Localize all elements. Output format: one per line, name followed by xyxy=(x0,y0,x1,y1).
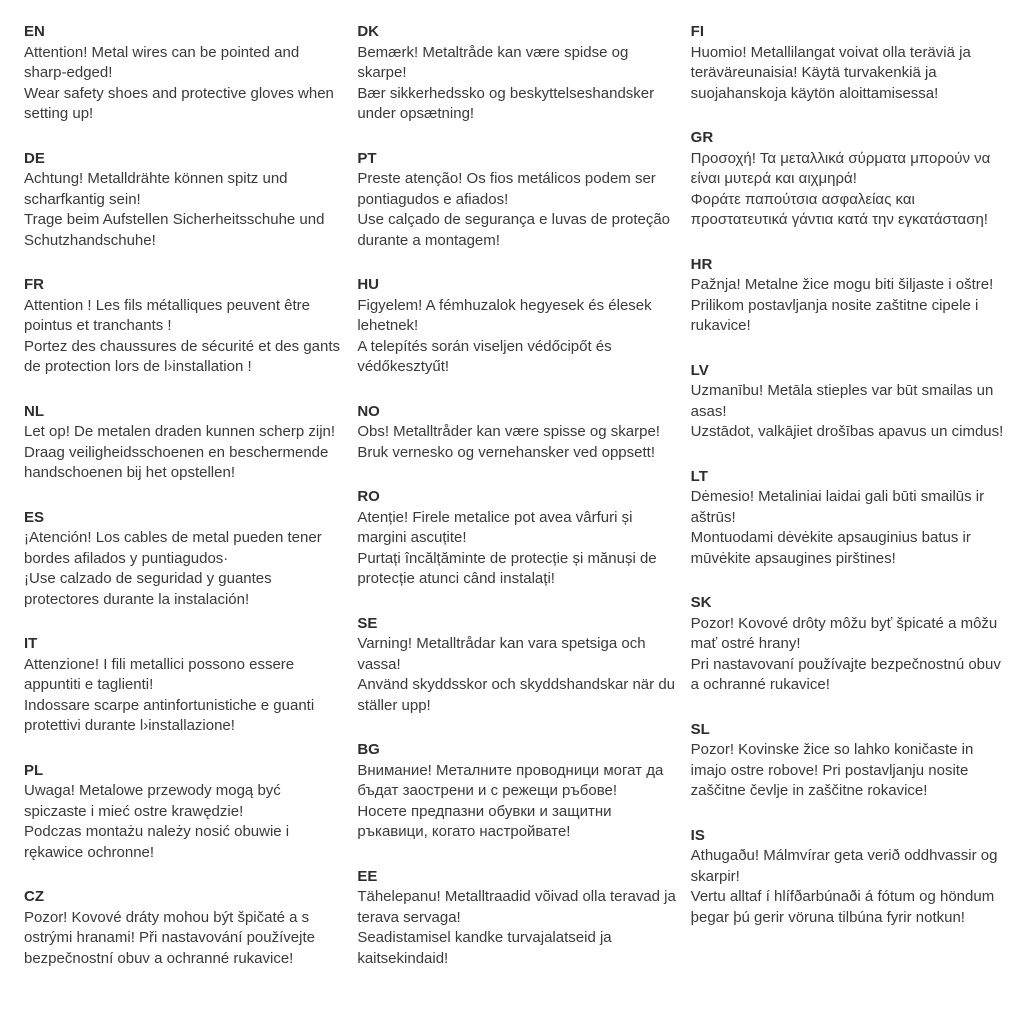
warning-text: Pažnja! Metalne žice mogu biti šiljaste i oštre! xyxy=(690,276,994,293)
language-code: HR xyxy=(690,255,713,273)
column-2 xyxy=(357,22,678,993)
warning-text: Indossare scarpe antinfortunistiche e guanti protettivi durante l›installazione! xyxy=(24,696,315,734)
language-code: SL xyxy=(690,720,710,738)
language-block-dk xyxy=(357,22,678,125)
language-code: IS xyxy=(690,826,705,844)
warning-text: Wear safety shoes and protective gloves when setting up! xyxy=(24,84,334,122)
warning-text: Pozor! Kovinske žice so lahko koničaste in imajo ostre robove! Pri postavljanju nosite zaščitne čevlje in zaščitne rokavice! xyxy=(690,741,974,799)
warning-text: Let op! De metalen draden kunnen scherp zijn! xyxy=(24,423,336,440)
warning-text: Portez des chaussures de sécurité et des gants de protection lors de l›installation ! xyxy=(24,337,341,375)
language-code: FR xyxy=(24,276,44,293)
warning-text: Preste atenção! Os fios metálicos podem ser pontiagudos e afiados! xyxy=(357,170,656,208)
language-code: LT xyxy=(690,467,708,485)
language-block-no xyxy=(357,402,678,464)
language-code: CZ xyxy=(24,888,44,905)
column-3 xyxy=(691,22,1012,952)
warning-text: Prilikom postavljanja nosite zaštitne cipele i rukavice! xyxy=(690,296,979,334)
language-block-de xyxy=(24,149,345,252)
warning-text: Dėmesio! Metaliniai laidai gali būti smailūs ir aštrūs! xyxy=(690,488,985,526)
warning-text: Obs! Metalltråder kan være spisse og skarpe! xyxy=(357,423,660,440)
warning-text: Montuodami dėvėkite apsauginius batus ir mūvėkite apsaugines pirštines! xyxy=(690,529,971,567)
warning-text: Purtați încălțăminte de protecție și mănuși de protecție atunci când instalați! xyxy=(357,549,657,587)
warning-text: Använd skyddsskor och skyddshandskar när du ställer upp! xyxy=(357,676,676,714)
language-block-en xyxy=(24,22,345,125)
language-block-hr xyxy=(691,255,1012,337)
warning-text: Huomio! Metallilangat voivat olla teräviä ja teräväreunaisia! Käytä turvakenkiä ja suojahanskoja käytön aloittamisessa! xyxy=(690,43,971,102)
language-block-pt xyxy=(357,149,678,252)
language-block-es xyxy=(24,508,345,611)
warning-text: ¡Atención! Los cables de metal pueden tener bordes afilados y puntiagudos· xyxy=(24,529,322,567)
warning-text: Draag veiligheidsschoenen en beschermende handschoenen bij het opstellen! xyxy=(24,443,329,481)
language-block-gr xyxy=(691,128,1012,231)
warning-text: Athugaðu! Málmvírar geta verið oddhvassir og skarpir! xyxy=(690,847,998,885)
warning-text: Bær sikkerhedssko og beskyttelseshandsker under opsætning! xyxy=(357,84,655,122)
language-block-lv xyxy=(691,361,1012,443)
warning-text: Figyelem! A fémhuzalok hegyesek és élesek lehetnek! xyxy=(357,296,652,334)
warning-text: Uzmanību! Metāla stieples var būt smailas un asas! xyxy=(690,382,994,420)
language-code: NO xyxy=(357,402,380,420)
warning-text: Pozor! Kovové drôty môžu byť špicaté a môžu mať ostré hrany! xyxy=(690,614,998,652)
warning-text: Pri nastavovaní používajte bezpečnostnú obuv a ochranné rukavice! xyxy=(690,655,1001,693)
warning-text: Achtung! Metalldrähte können spitz und scharfkantig sein! xyxy=(24,170,288,208)
warning-text: Attention! Metal wires can be pointed and sharp-edged! xyxy=(24,43,300,81)
language-code: DK xyxy=(357,23,379,40)
language-block-ee xyxy=(357,867,678,970)
language-code: SE xyxy=(357,614,378,632)
warning-text: ¡Use calzado de seguridad y guantes protectores durante la instalación! xyxy=(24,570,272,608)
language-block-is xyxy=(691,826,1012,929)
language-block-hu xyxy=(357,275,678,378)
warning-text: A telepítés során viseljen védőcipőt és védőkesztyűt! xyxy=(357,337,612,375)
language-code: BG xyxy=(357,741,380,758)
warning-text: Bemærk! Metaltråde kan være spidse og skarpe! xyxy=(357,43,629,81)
language-code: PL xyxy=(24,761,44,779)
warning-text: Use calçado de segurança e luvas de proteção durante a montagem! xyxy=(357,211,671,249)
warning-text: Trage beim Aufstellen Sicherheitsschuhe und Schutzhandschuhe! xyxy=(24,211,325,249)
warning-text: Atenție! Firele metalice pot avea vârfuri și margini ascuțite! xyxy=(357,508,633,546)
language-code: NL xyxy=(24,402,44,420)
language-code: FI xyxy=(690,23,704,40)
language-block-nl xyxy=(24,402,345,484)
language-block-sl xyxy=(691,720,1012,802)
language-code: DE xyxy=(24,149,45,167)
language-block-fr xyxy=(24,275,345,378)
warning-text: Внимание! Металните проводници могат да бъдат заострени и с режещи ръбове! xyxy=(357,761,664,799)
warning-text: Προσοχή! Τα μεταλλικά σύρματα μπορούν να είναι μυτερά και αιχμηρά! xyxy=(690,149,991,187)
language-block-se xyxy=(357,614,678,717)
language-block-bg xyxy=(357,740,678,843)
warning-text: Varning! Metalltrådar kan vara spetsiga och vassa! xyxy=(357,635,646,673)
warning-text: Bruk vernesko og vernehansker ved oppsett! xyxy=(357,443,655,461)
language-block-lt xyxy=(691,467,1012,570)
language-code: EE xyxy=(357,867,378,885)
language-code: HU xyxy=(357,276,379,293)
language-code: SK xyxy=(690,594,712,611)
language-code: GR xyxy=(690,129,714,146)
language-code: ES xyxy=(24,508,45,526)
language-block-fi xyxy=(691,22,1012,104)
warning-text: Φοράτε παπούτσια ασφαλείας και προστατευτικά γάντια κατά την εγκατάσταση! xyxy=(690,190,988,228)
language-block-pl xyxy=(24,761,345,864)
warning-text: Seadistamisel kandke turvajalatseid ja kaitsekindaid! xyxy=(357,929,612,967)
language-block-cz xyxy=(24,887,345,969)
language-code: EN xyxy=(24,23,45,40)
warning-text: Tähelepanu! Metalltraadid võivad olla teravad ja terava servaga! xyxy=(357,888,676,926)
language-block-sk xyxy=(691,593,1012,696)
warning-text: Vertu alltaf í hlífðarbúnaði á fótum og höndum þegar þú gerir vöruna tilbúna fyrir notkun! xyxy=(690,888,995,926)
column-1 xyxy=(24,22,345,993)
language-code: LV xyxy=(690,361,709,379)
warning-text: Uwaga! Metalowe przewody mogą być spiczaste i mieć ostre krawędzie! xyxy=(24,782,281,820)
language-block-ro xyxy=(357,487,678,590)
warning-text: Podczas montażu należy nosić obuwie i rękawice ochronne! xyxy=(24,823,290,861)
warning-text: Attenzione! I fili metallici possono essere appuntiti e taglienti! xyxy=(24,655,295,693)
warning-text: Pozor! Kovové dráty mohou být špičaté a s ostrými hranami! Při nastavování používejte bezpečnostní obuv a ochranné rukavice! xyxy=(24,908,315,967)
language-code: IT xyxy=(24,635,38,652)
warning-text: Attention ! Les fils métalliques peuvent être pointus et tranchants ! xyxy=(24,296,310,334)
language-block-it xyxy=(24,634,345,737)
language-code: RO xyxy=(357,488,380,505)
warning-text: Носете предпазни обувки и защитни ръкавици, когато настройвате! xyxy=(357,802,612,840)
language-code: PT xyxy=(357,149,377,167)
warning-text: Uzstādot, valkājiet drošības apavus un cimdus! xyxy=(690,423,1004,440)
